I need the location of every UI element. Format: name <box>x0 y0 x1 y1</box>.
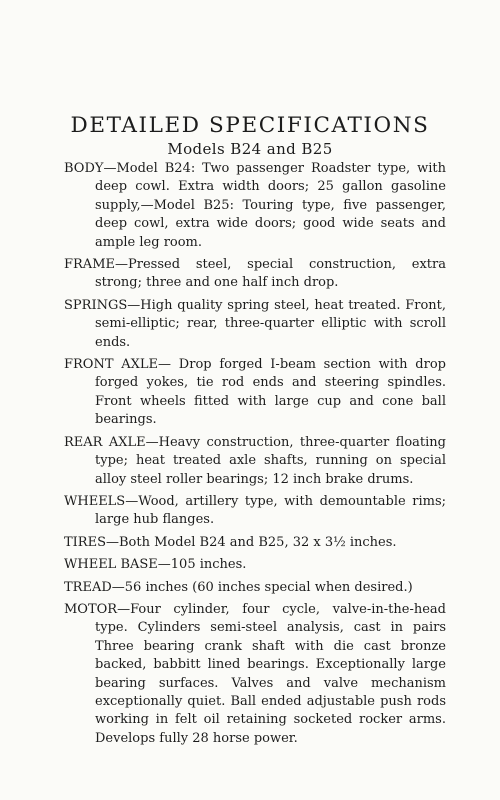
spec-front-axle: FRONT AXLE— Drop forged I-beam section with drop forged yokes, tie rod ends and steering spindles. Front wheels fitted with large cup and cone ball bearings. <box>64 357 446 428</box>
spec-heading: MOTOR <box>64 601 118 617</box>
spec-text: Wood, artillery type, with demountable rims; large hub flanges. <box>95 493 446 528</box>
spec-wheels: WHEELS—Wood, artillery type, with demountable rims; large hub flanges. <box>64 493 446 528</box>
spec-frame: FRAME—Pressed steel, special construction, extra strong; three and one half inch drop. <box>64 257 446 291</box>
spec-text: 105 inches. <box>170 557 247 573</box>
spec-body: BODY—Model B24: Two passenger Roadster type, with deep cowl. Extra width doors; 25 gallon gasoline supply,—Model B25: Touring type, five passenger, deep cowl, extra wide doors; good wide seats and ample leg room. <box>64 161 446 250</box>
spec-text: Model B24: Two passenger Roadster type, with deep cowl. Extra width doors; 25 gallon gasoline supply,—Model B25: Touring type, five passenger, deep cowl, extra wide doors; good wide seats and ample leg room. <box>95 161 446 250</box>
spec-heading: BODY <box>64 161 104 176</box>
spec-tires: TIRES—Both Model B24 and B25, 32 x 3½ inches. <box>64 534 397 550</box>
spec-wheel-base: WHEEL BASE—105 inches. <box>64 557 247 573</box>
spec-text: High quality spring steel, heat treated. Front, semi-elliptic; rear, three-quarter elliptic with scroll ends. <box>95 297 446 350</box>
page-subtitle: Models B24 and B25 <box>167 140 333 158</box>
spec-rear-axle: REAR AXLE—Heavy construction, three-quarter floating type; heat treated axle shafts, running on special alloy steel roller bearings; 12 inch brake drums. <box>64 434 447 487</box>
spec-heading: WHEEL BASE <box>64 557 158 573</box>
spec-heading: REAR AXLE <box>64 434 146 450</box>
spec-heading: WHEELS <box>64 493 126 509</box>
spec-heading: TREAD <box>64 579 112 595</box>
spec-text: Both Model B24 and B25, 32 x 3½ inches. <box>119 534 397 550</box>
spec-text: Four cylinder, four cycle, valve-in-the-head type. Cylinders semi-steel analysis, cast in pairs Three bearing crank shaft with die cast bronze backed, babbitt lined bearings. Exceptionally large bearing surfaces. Valves and valve mechanism exceptionally quiet. Ball ended adjustable push rods working in felt oil retaining socketed rocker arms. Develops fully 28 horse power. <box>95 601 446 746</box>
spec-tread: TREAD—56 inches (60 inches special when desired.) <box>64 579 413 595</box>
spec-text: Pressed steel, special construction, extra strong; three and one half inch drop. <box>95 257 446 291</box>
spec-list <box>64 160 446 752</box>
spec-text: Drop forged I-beam section with drop forged yokes, tie rod ends and steering spindles. Front wheels fitted with large cup and cone ball bearings. <box>95 357 446 428</box>
spec-heading: TIRES <box>64 534 106 550</box>
spec-motor: MOTOR—Four cylinder, four cycle, valve-in-the-head type. Cylinders semi-steel analysis, cast in pairs Three bearing crank shaft with die cast bronze backed, babbitt lined bearings. Exceptionally large bearing surfaces. Valves and valve mechanism exceptionally quiet. Ball ended adjustable push rods working in felt oil retaining socketed rocker arms. Develops fully 28 horse power. <box>64 601 446 746</box>
spec-springs: SPRINGS—High quality spring steel, heat treated. Front, semi-elliptic; rear, three-quarter elliptic with scroll ends. <box>64 297 446 350</box>
spec-text: 56 inches (60 inches special when desired.) <box>124 579 413 595</box>
spec-text: Heavy construction, three-quarter floating type; heat treated axle shafts, running on special alloy steel roller bearings; 12 inch brake drums. <box>95 434 447 487</box>
page-title: DETAILED SPECIFICATIONS <box>70 113 430 138</box>
spec-heading: SPRINGS <box>64 297 128 313</box>
spec-heading: FRONT AXLE <box>64 357 159 373</box>
spec-heading: FRAME <box>64 257 115 273</box>
